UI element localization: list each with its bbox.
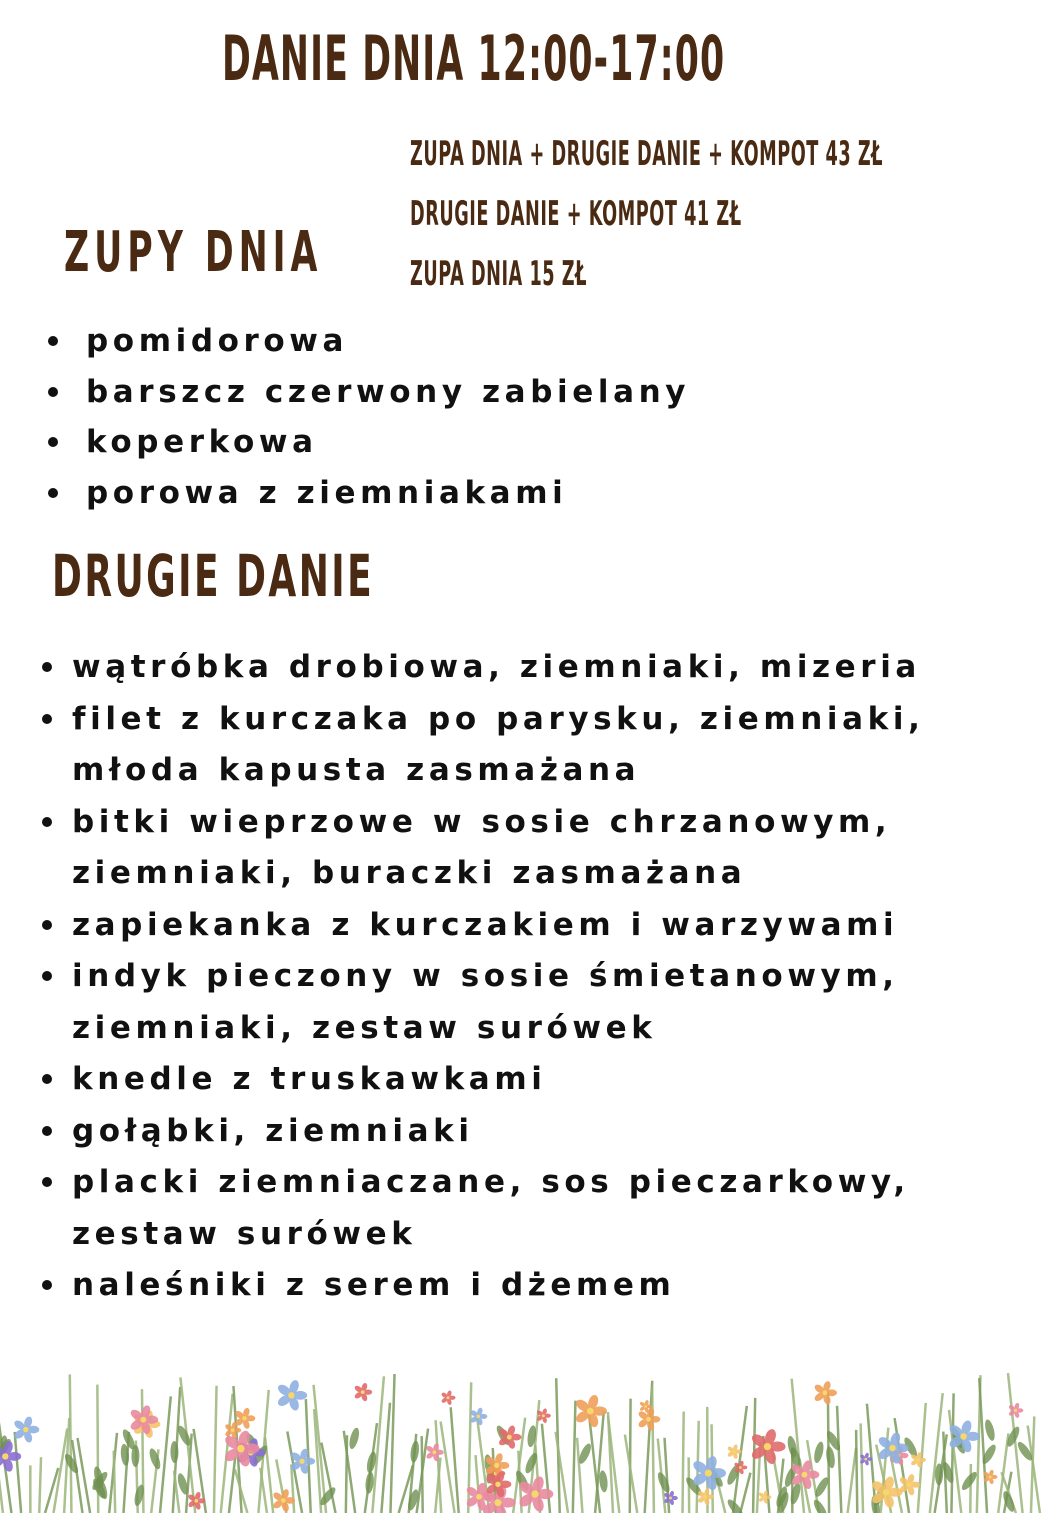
- list-item: [72, 797, 924, 900]
- item-line: filet z kurczaka po parysku, ziemniaki,: [72, 700, 925, 737]
- item-line: ziemniaki, zestaw surówek: [72, 1009, 657, 1046]
- item-line: wątróbka drobiowa, ziemniaki, mizeria: [72, 649, 921, 685]
- item-line: bitki wieprzowe w sosie chrzanowym,: [72, 803, 892, 840]
- item-line: placki ziemniaczane, sos pieczarkowy,: [72, 1164, 910, 1200]
- mains-list: [72, 642, 924, 1312]
- mains-heading: DRUGIE DANIE: [52, 542, 375, 610]
- list-item: [72, 951, 924, 1054]
- list-item: koperkowa: [86, 419, 690, 470]
- soups-list: [86, 318, 690, 520]
- price-soup: ZUPA DNIA 15 ZŁ: [410, 254, 587, 294]
- list-item: [72, 1157, 924, 1260]
- item-line: indyk pieczony w sosie śmietanowym,: [72, 958, 899, 994]
- item-line: zestaw surówek: [72, 1215, 417, 1252]
- item-line: gołąbki, ziemniaki: [72, 1112, 474, 1149]
- wildflower-border-icon: [0, 1370, 1042, 1513]
- price-set-full: ZUPA DNIA + DRUGIE DANIE + KOMPOT 43 ZŁ: [410, 134, 884, 174]
- list-item: [72, 1106, 924, 1158]
- page-title: DANIE DNIA 12:00-17:00: [222, 22, 726, 95]
- list-item: pomidorowa: [86, 318, 690, 369]
- item-line: ziemniaki, buraczki zasmażana: [72, 855, 747, 891]
- item-line: zapiekanka z kurczakiem i warzywami: [72, 906, 899, 943]
- price-set-main: DRUGIE DANIE + KOMPOT 41 ZŁ: [410, 194, 742, 234]
- list-item: [72, 900, 924, 952]
- list-item: barszcz czerwony zabielany: [86, 369, 690, 420]
- list-item: [72, 694, 924, 797]
- list-item: porowa z ziemniakami: [86, 470, 690, 521]
- item-line: naleśniki z serem i dżemem: [72, 1267, 676, 1303]
- item-line: młoda kapusta zasmażana: [72, 752, 641, 788]
- item-line: knedle z truskawkami: [72, 1061, 547, 1097]
- soups-heading: ZUPY DNIA: [64, 220, 323, 285]
- list-item: [72, 1260, 924, 1312]
- list-item: [72, 1054, 924, 1106]
- list-item: [72, 642, 924, 694]
